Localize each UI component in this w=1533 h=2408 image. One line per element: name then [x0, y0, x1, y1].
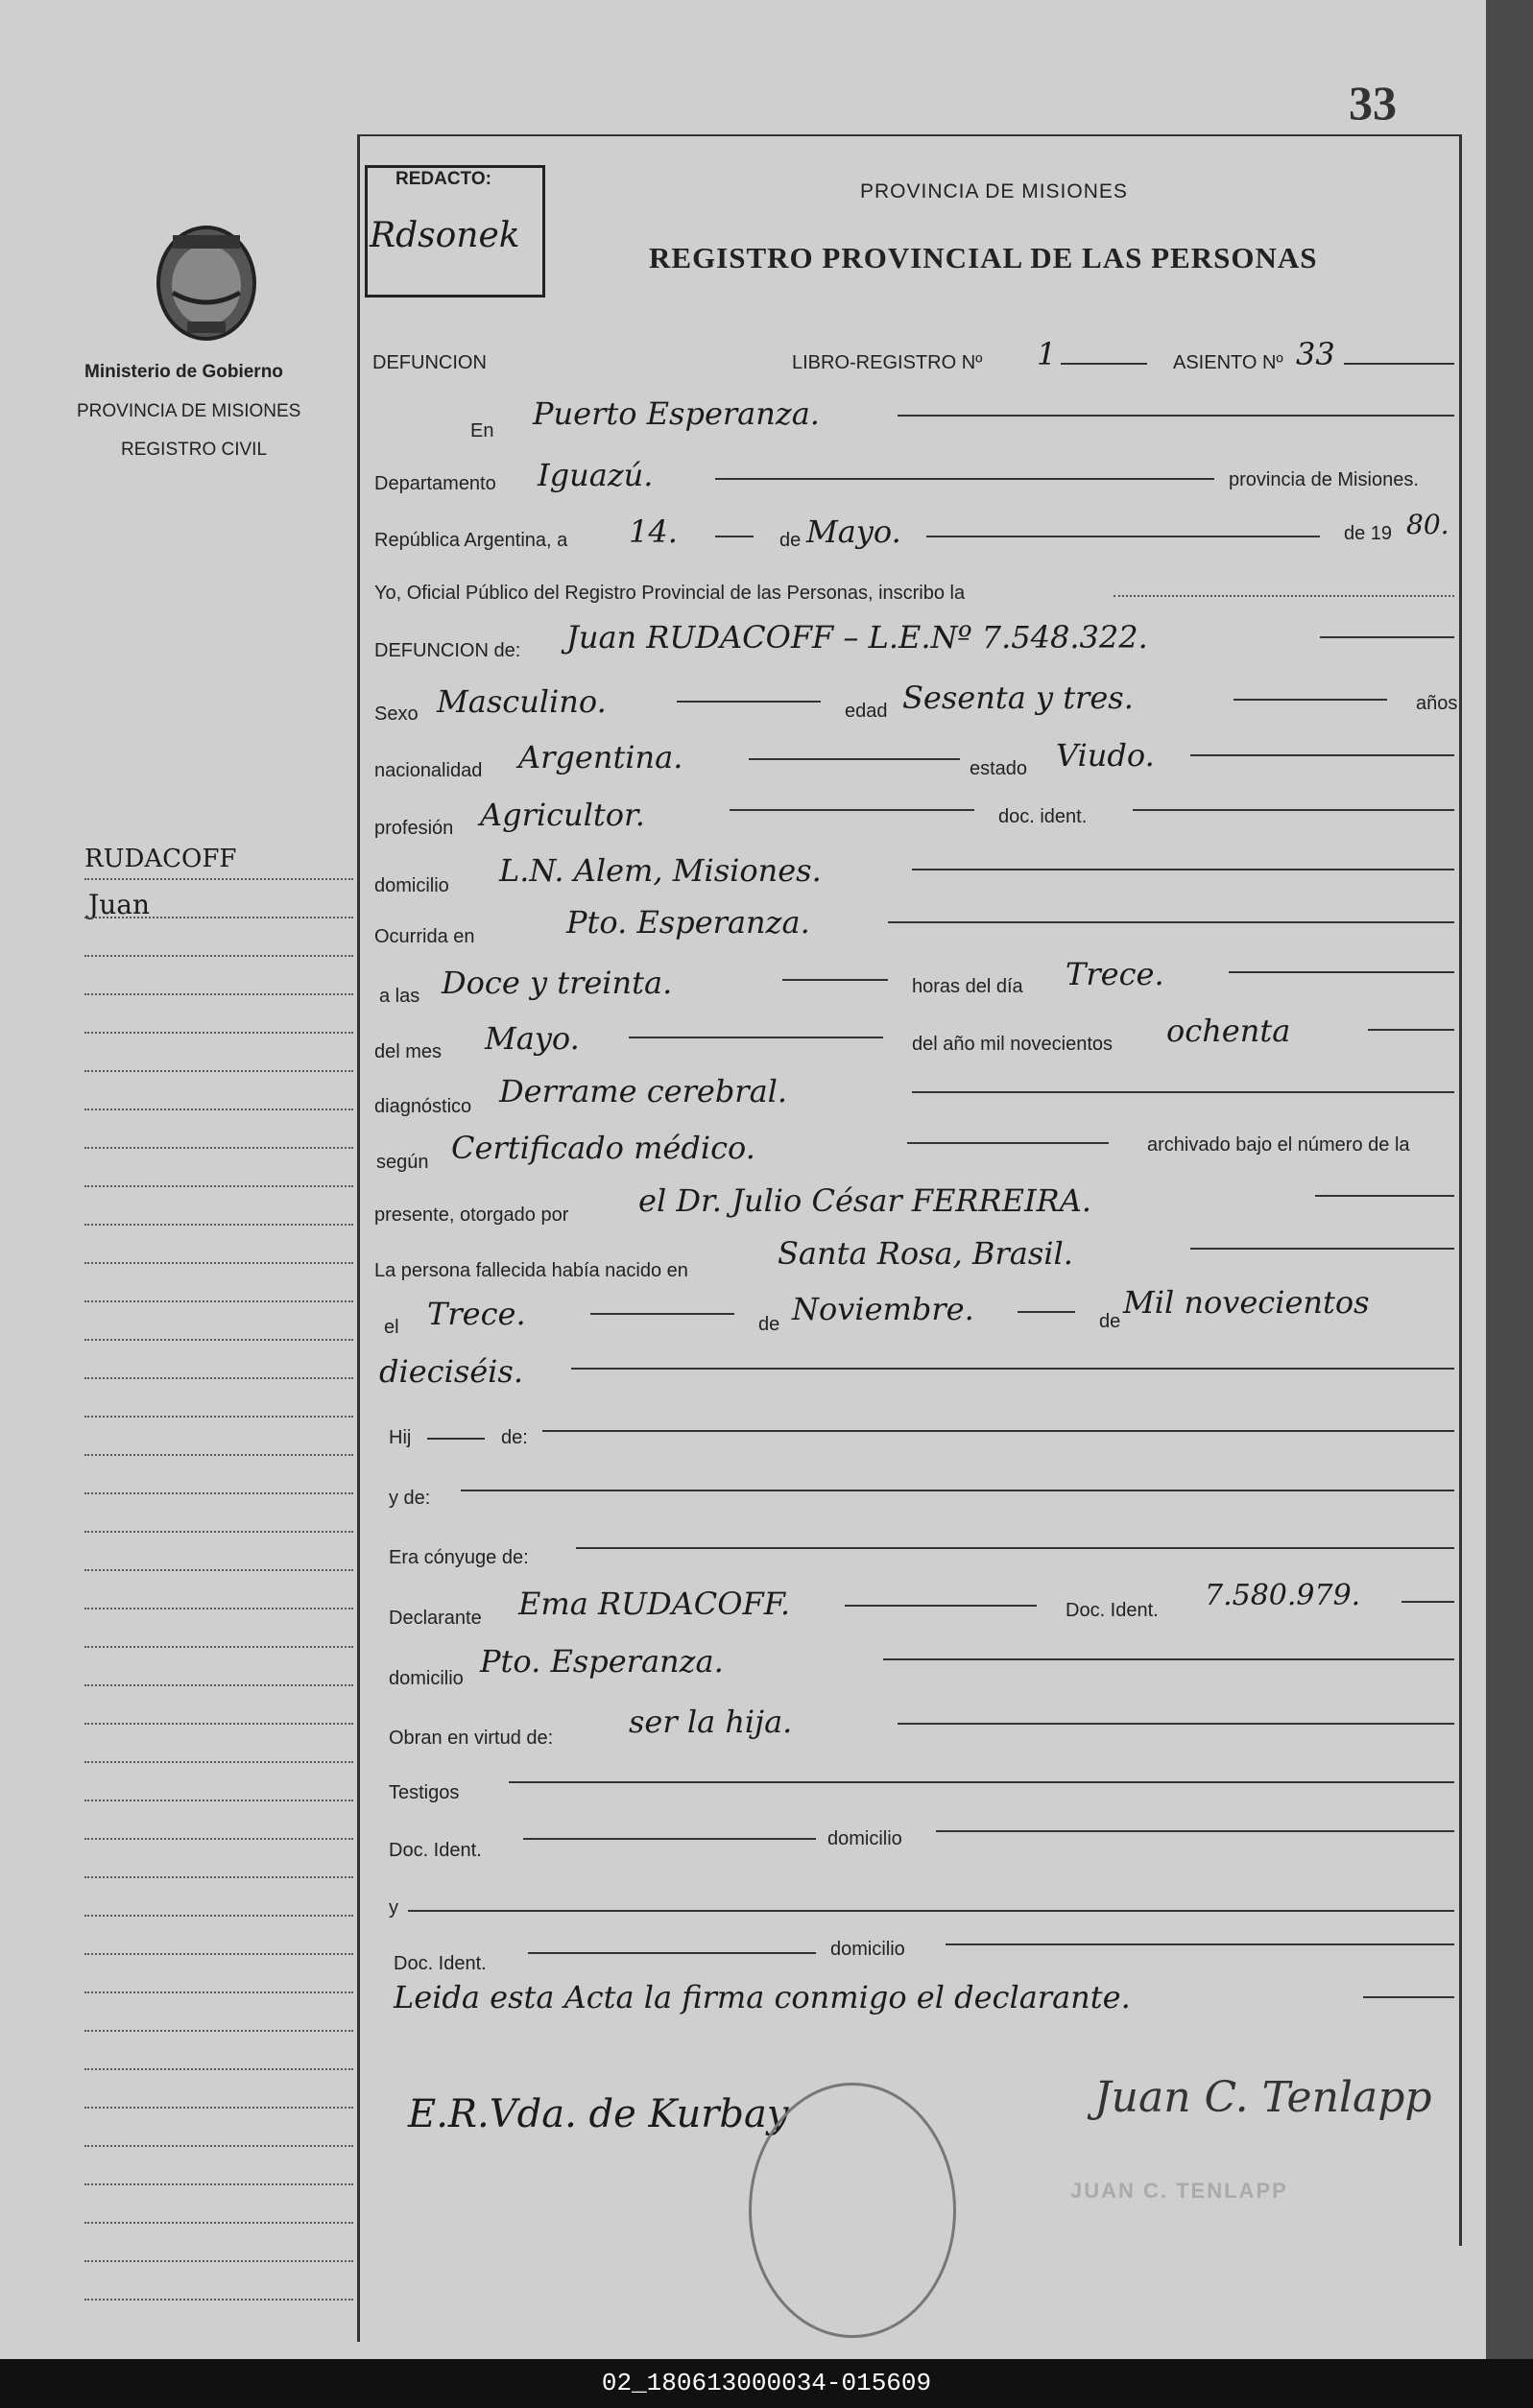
- de-mes-label: de: [779, 530, 802, 551]
- anio-value: 80.: [1406, 509, 1449, 540]
- estado-label: estado: [970, 758, 1028, 779]
- archivado-label: archivado bajo el número de la: [1147, 1134, 1410, 1156]
- mes-value: Mayo.: [806, 513, 901, 550]
- domicilio-value: L.N. Alem, Misiones.: [499, 852, 822, 889]
- de3-value: Mil novecientos: [1123, 1284, 1370, 1321]
- form-right-border: [1459, 134, 1462, 2246]
- ocurrida-value: Pto. Esperanza.: [566, 904, 810, 941]
- de2-label: de: [758, 1314, 780, 1335]
- declarante-label: Declarante: [389, 1608, 482, 1629]
- edad-label: edad: [845, 701, 888, 722]
- obran-label: Obran en virtud de:: [389, 1728, 554, 1749]
- official-signature: Juan C. Tenlapp: [1094, 2073, 1432, 2122]
- horas-value: Trece.: [1066, 956, 1164, 992]
- en-label: En: [470, 420, 494, 441]
- sexo-label: Sexo: [374, 703, 419, 725]
- estado-value: Viudo.: [1056, 737, 1155, 774]
- diagnostico-value: Derrame cerebral.: [499, 1073, 788, 1109]
- asiento-label: ASIENTO Nº: [1173, 352, 1283, 373]
- redacto-signature: Rdsonek: [370, 216, 520, 255]
- a-las-label: a las: [379, 986, 420, 1007]
- oficial-text: Yo, Oficial Público del Registro Provincial de las Personas, inscribo la: [374, 583, 966, 604]
- registry-heading: REGISTRO PROVINCIAL DE LAS PERSONAS: [649, 241, 1318, 274]
- presente-label: presente, otorgado por: [374, 1204, 569, 1226]
- edad-value: Sesenta y tres.: [902, 679, 1134, 716]
- testigos-label: Testigos: [389, 1782, 460, 1803]
- diagnostico-label: diagnóstico: [374, 1096, 472, 1117]
- declarant-signature: E.R.Vda. de Kurbay: [408, 2092, 789, 2136]
- leida-text: Leida esta Acta la firma conmigo el declarante.: [394, 1979, 1131, 2015]
- y-label: y: [389, 1897, 398, 1919]
- margin-name: Juan: [88, 889, 150, 920]
- del-mes-value: Mayo.: [485, 1020, 580, 1057]
- libro-label: LIBRO-REGISTRO Nº: [792, 352, 983, 373]
- official-stamp-text: JUAN C. TENLAPP: [1070, 2179, 1288, 2203]
- ocurrida-label: Ocurrida en: [374, 926, 475, 947]
- hij-de-label: de:: [501, 1427, 528, 1448]
- nacido-value: Santa Rosa, Brasil.: [778, 1235, 1073, 1272]
- domicilio1-label: domicilio: [827, 1828, 902, 1849]
- del-anio-label: del año mil novecientos: [912, 1034, 1114, 1055]
- defuncion-title: DEFUNCION: [372, 352, 487, 373]
- de3-label: de: [1099, 1311, 1121, 1332]
- doc-ident2-label: Doc. Ident.: [394, 1953, 487, 1974]
- del-anio-value: ochenta: [1166, 1013, 1291, 1049]
- de2-value: Noviembre.: [792, 1291, 974, 1327]
- decl-domicilio-value: Pto. Esperanza.: [480, 1643, 724, 1680]
- coat-of-arms-icon: [144, 216, 269, 346]
- declarante-value: Ema RUDACOFF.: [518, 1585, 791, 1622]
- el-value: Trece.: [427, 1296, 526, 1332]
- departamento-label: Departamento: [374, 473, 496, 494]
- page-number: 33: [1349, 76, 1397, 130]
- libro-value: 1: [1037, 336, 1057, 372]
- horas-label: horas del día: [912, 976, 1023, 997]
- en-value: Puerto Esperanza.: [533, 395, 820, 432]
- de-anio-label: de 19: [1344, 523, 1393, 544]
- registry-seal: [749, 2083, 956, 2338]
- form-left-border: [357, 134, 360, 2342]
- departamento-value: Iguazú.: [538, 457, 654, 493]
- province-heading: PROVINCIA DE MISIONES: [860, 180, 1128, 203]
- civil-registry-label: REGISTRO CIVIL: [121, 440, 268, 460]
- nacionalidad-label: nacionalidad: [374, 760, 483, 781]
- ministry-label: Ministerio de Gobierno: [84, 362, 283, 382]
- dia-value: 14.: [629, 513, 678, 550]
- redacto-label: REDACTO:: [395, 169, 491, 189]
- footer-image-id: 02_180613000034-015609: [0, 2359, 1533, 2408]
- decl-doc-label: Doc. Ident.: [1066, 1600, 1159, 1621]
- margin-surname: RUDACOFF: [84, 845, 237, 873]
- segun-label: según: [376, 1152, 429, 1173]
- doc-ident-label: doc. ident.: [998, 806, 1088, 827]
- domicilio2-label: domicilio: [830, 1939, 905, 1960]
- sexo-value: Masculino.: [437, 683, 607, 720]
- del-mes-label: del mes: [374, 1041, 443, 1062]
- profesion-value: Agricultor.: [480, 797, 645, 833]
- anios-label: años: [1416, 693, 1458, 714]
- defuncion-de-label: DEFUNCION de:: [374, 640, 521, 661]
- domicilio-label: domicilio: [374, 875, 449, 896]
- nacionalidad-value: Argentina.: [518, 739, 683, 775]
- y-de-label: y de:: [389, 1488, 431, 1509]
- office-province-label: PROVINCIA DE MISIONES: [77, 401, 301, 421]
- republica-label: República Argentina, a: [374, 530, 568, 551]
- nacido-label: La persona fallecida había nacido en: [374, 1260, 688, 1281]
- el-label: el: [384, 1317, 399, 1338]
- segun-value: Certificado médico.: [451, 1130, 755, 1166]
- presente-value: el Dr. Julio César FERREIRA.: [638, 1182, 1091, 1219]
- dieciseis-value: dieciséis.: [379, 1353, 523, 1390]
- doc-ident1-label: Doc. Ident.: [389, 1840, 482, 1861]
- book-spine-edge: [1486, 0, 1533, 2359]
- profesion-label: profesión: [374, 818, 454, 839]
- hij-label: Hij: [389, 1427, 412, 1448]
- form-top-border: [357, 134, 1461, 136]
- asiento-value: 33: [1296, 336, 1335, 372]
- obran-value: ser la hija.: [629, 1704, 793, 1740]
- provincia-label: provincia de Misiones.: [1229, 469, 1419, 490]
- a-las-value: Doce y treinta.: [442, 965, 673, 1001]
- conyuge-label: Era cónyuge de:: [389, 1547, 529, 1568]
- decl-domicilio-label: domicilio: [389, 1668, 464, 1689]
- defuncion-de-value: Juan RUDACOFF – L.E.Nº 7.548.322.: [566, 619, 1148, 656]
- decl-doc-value: 7.580.979.: [1205, 1579, 1361, 1612]
